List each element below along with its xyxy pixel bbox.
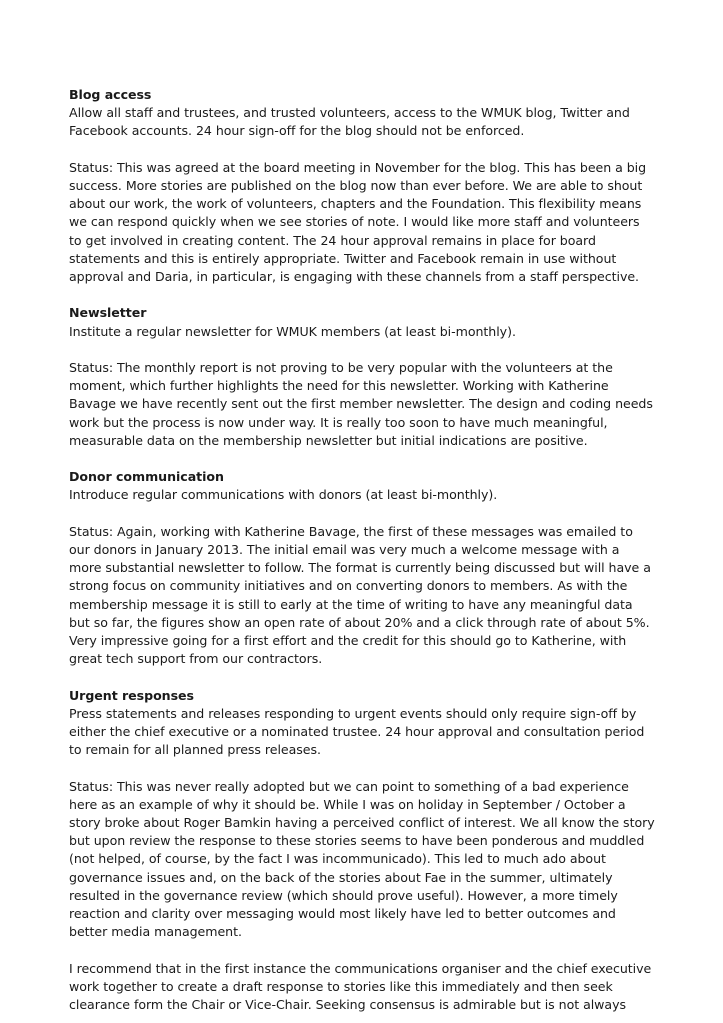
proposal-paragraph: Institute a regular newsletter for WMUK members (at least bi-monthly). (69, 323, 516, 339)
section-heading: Urgent responses (69, 687, 194, 703)
recommendation-paragraph: I recommend that in the first instance the communications organiser and the chief executive work together to create a draft response to stories like this immediately and then seek clearance form the Chair or Vice-Chair. Seeking consensus is admirable but is not always (69, 960, 652, 1013)
section-heading: Blog access (69, 87, 152, 102)
section-heading: Newsletter (69, 305, 147, 321)
proposal-paragraph: Introduce regular communications with donors (at least bi-monthly). (69, 487, 498, 503)
status-paragraph: Status: The monthly report is not proving to be very popular with the volunteers at the moment, which further highlights the need for this newsletter. Working with Katherine Bavage we have recently sent out the first member newsletter. The design and coding needs work but the process is now under way. It is really too soon to have much meaningful, measurable data on the membership newsletter but initial indications are positive. (69, 360, 653, 448)
proposal-paragraph: Allow all staff and trustees, and trusted volunteers, access to the WMUK blog, Twitter and Facebook accounts. 24 hour sign-off for the blog should not be enforced. (69, 105, 630, 139)
proposal-paragraph: Press statements and releases responding to urgent events should only require sign-off by either the chief executive or a nominated trustee. 24 hour approval and consultation period to remain for all planned press releases. (69, 705, 645, 758)
status-paragraph: Status: This was agreed at the board meeting in November for the blog. This has been a big success. More stories are published on the blog now than ever before. We are able to shout about our work, the work of volunteers, chapters and the Foundation. This flexibility means we can respond quickly when we see stories of note. I would like more staff and volunteers to get involved in creating content. The 24 hour approval remains in place for board statements and this is entirely appropriate. Twitter and Facebook remain in use without approval and Daria, in particular, is engaging with these channels from a staff perspective. (69, 159, 647, 285)
section-newsletter (69, 304, 655, 450)
section-donor-communication (69, 468, 655, 668)
status-paragraph: Status: This was never really adopted but we can point to something of a bad experience here as an example of why it should be. While I was on holiday in September / October a story broke about Roger Bamkin having a perceived conflict of interest. We all know the story but upon review the response to these stories seems to have been ponderous and muddled (not helped, of course, by the fact I was incommunicado). This led to much ado about governance issues and, on the back of the stories about Fae in the summer, ultimately resulted in the governance review (which should prove useful). However, a more timely reaction and clarity over messaging would most likely have led to better outcomes and better media management. (69, 778, 655, 940)
document-page (69, 86, 655, 1014)
section-blog-access (69, 86, 655, 286)
section-heading: Donor communication (69, 469, 224, 485)
status-paragraph: Status: Again, working with Katherine Bavage, the first of these messages was emailed to our donors in January 2013. The initial email was very much a welcome message with a more substantial newsletter to follow. The format is currently being discussed but will have a strong focus on community initiatives and on converting donors to members. As with the membership message it is still to early at the time of writing to have any meaningful data but so far, the figures show an open rate of about 20% and a click through rate of about 5%. Very impressive going for a first effort and the credit for this should go to Katherine, with great tech support from our contractors. (69, 523, 651, 667)
section-urgent-responses (69, 687, 655, 1015)
